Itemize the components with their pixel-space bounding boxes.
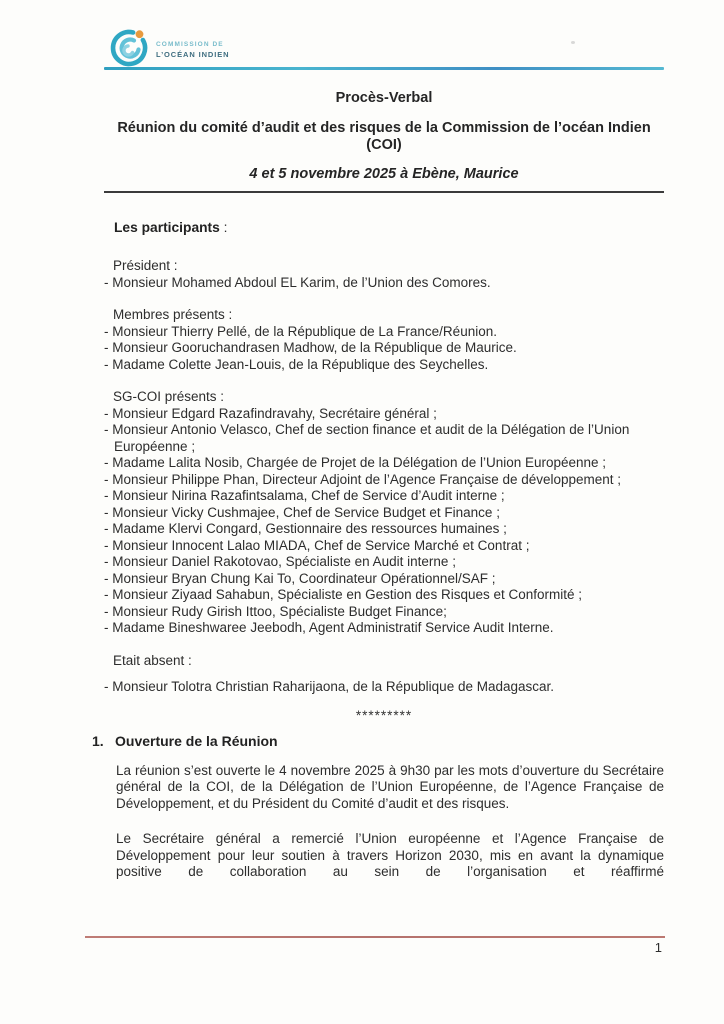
- section-1-number: 1.: [92, 732, 104, 749]
- participant-item: - Monsieur Innocent Lalao MIADA, Chef de Service Marché et Contrat ;: [104, 537, 530, 553]
- participant-item: - Monsieur Ziyaad Sahabun, Spécialiste en Gestion des Risques et Conformité ;: [104, 587, 582, 602]
- group-sgcoi-label: SG-COI présents :: [113, 389, 225, 404]
- participant-item: - Monsieur Edgard Razafindravahy, Secrétaire général ;: [104, 405, 437, 421]
- group-membres-presents: [104, 307, 664, 373]
- asterisk-separator: *********: [355, 707, 413, 723]
- participant-item: - Madame Lalita Nosib, Chargée de Projet de la Délégation de l’Union Européenne ;: [104, 455, 607, 470]
- section-1-title: Ouverture de la Réunion: [115, 732, 278, 749]
- logo-org-name-line2: L’OCÉAN INDIEN: [156, 50, 230, 59]
- coi-logo-wordmark: [156, 35, 229, 59]
- coi-logo: [109, 28, 664, 66]
- paragraph: La réunion s’est ouverte le 4 novembre 2025 à 9h30 par les mots d’ouverture du Secrétaire général de la COI, de la Délégation de l’Union Européenne, de l’Agence Française de Développement, et du Président du Comité d’audit et des risques.: [116, 762, 664, 811]
- participant-item: - Monsieur Thierry Pellé, de la République de La France/Réunion.: [104, 323, 497, 339]
- participant-item: - Monsieur Nirina Razafintsalama, Chef de Service d’Audit interne ;: [104, 488, 505, 503]
- participant-item: - Monsieur Vicky Cushmajee, Chef de Service Budget et Finance ;: [104, 504, 500, 520]
- participant-item: - Monsieur Rudy Girish Ittoo, Spécialiste Budget Finance;: [104, 603, 447, 619]
- paragraph: Le Secrétaire général a remercié l’Union européenne et l’Agence Française de Développement pour leur soutien à travers Horizon 2030, mis en avant la dynamique positive de collaboration au sein de l’organisation et réaffirmé: [116, 831, 664, 880]
- group-absent: [104, 653, 664, 696]
- scan-artifact: [571, 41, 575, 44]
- participants-heading-colon: :: [219, 220, 228, 235]
- group-membres-label: Membres présents :: [113, 307, 233, 322]
- coi-logo-icon: [109, 27, 149, 67]
- page-number: 1: [654, 940, 662, 955]
- header-divider-rule: [104, 67, 664, 70]
- participants-heading: [114, 219, 664, 236]
- logo-org-name-line1: COMMISSION DE: [156, 41, 224, 48]
- meeting-title: Réunion du comité d’audit et des risques de la Commission de l’océan Indien (COI): [117, 120, 651, 153]
- participant-item: - Madame Bineshwaree Jeebodh, Agent Administratif Service Audit Interne.: [104, 620, 554, 635]
- participant-item: - Monsieur Mohamed Abdoul EL Karim, de l’Union des Comores.: [104, 274, 491, 290]
- participant-item: - Madame Klervi Congard, Gestionnaire des ressources humaines ;: [104, 521, 507, 536]
- meeting-date-place: 4 et 5 novembre 2025 à Ebène, Maurice: [249, 166, 519, 182]
- participant-item: - Monsieur Philippe Phan, Directeur Adjoint de l’Agence Française de développement ;: [104, 471, 622, 487]
- section-1-heading: [92, 733, 664, 750]
- participant-item: - Monsieur Gooruchandrasen Madhow, de la République de Maurice.: [104, 340, 517, 355]
- participant-item: - Monsieur Bryan Chung Kai To, Coordinateur Opérationnel/SAF ;: [104, 570, 496, 586]
- participant-item: - Monsieur Tolotra Christian Raharijaona, de la République de Madagascar.: [104, 679, 555, 694]
- participant-item: - Madame Colette Jean-Louis, de la République des Seychelles.: [104, 356, 489, 372]
- document-type-title: Procès-Verbal: [335, 90, 433, 106]
- group-president: [104, 258, 664, 291]
- participants-heading-label: Les participants: [114, 220, 220, 235]
- date-divider-rule: [104, 191, 664, 193]
- footer-divider-rule: [85, 936, 665, 938]
- group-absent-label: Etait absent :: [113, 652, 192, 668]
- participant-item: - Monsieur Antonio Velasco, Chef de section finance et audit de la Délégation de l’Union Européenne ;: [104, 422, 630, 454]
- group-president-label: Président :: [113, 258, 178, 273]
- participant-item: - Monsieur Daniel Rakotovao, Spécialiste en Audit interne ;: [104, 554, 456, 569]
- group-sg-coi-presents: [104, 389, 664, 637]
